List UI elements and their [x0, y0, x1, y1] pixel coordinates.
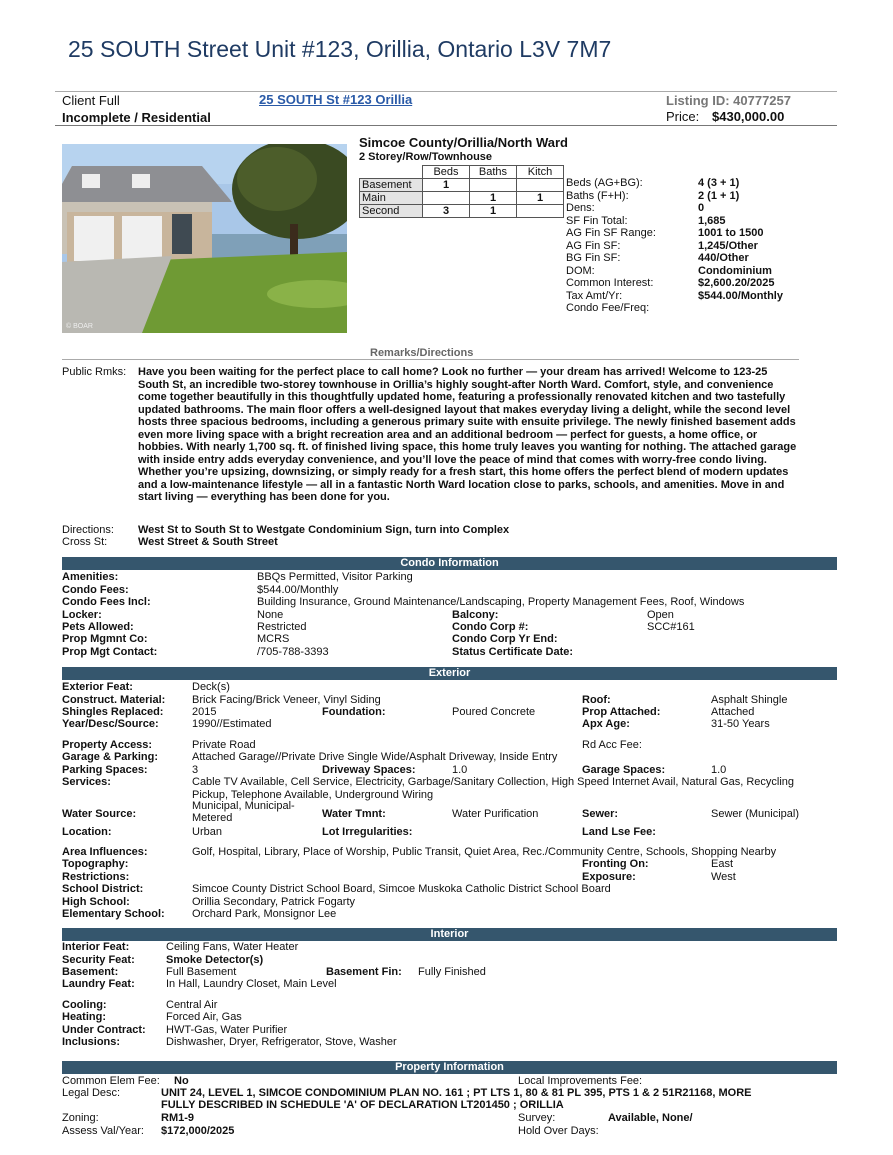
zoning-label: Zoning: — [62, 1112, 99, 1124]
water-source — [192, 800, 295, 824]
table-row — [360, 205, 564, 218]
cooling-label: Cooling: — [62, 999, 107, 1011]
garage: Attached Garage//Private Drive Single Wide/Asphalt Driveway, Inside Entry — [192, 751, 558, 763]
amenities-label: Amenities: — [62, 571, 119, 583]
condo-fees-incl-label: Condo Fees Incl: — [62, 596, 151, 608]
amenities: BBQs Permitted, Visitor Parking — [257, 571, 413, 583]
price-label: Price: — [666, 109, 700, 124]
area-influences: Golf, Hospital, Library, Place of Worship, Public Transit, Quiet Area, Rec./Community Centre, Schools, Shopping Nearby — [192, 846, 777, 858]
elementary-school-label: Elementary School: — [62, 908, 165, 920]
fact-label: AG Fin SF Range: — [566, 227, 656, 239]
cross-street-label: Cross St: — [62, 536, 108, 548]
basement-label: Basement: — [62, 966, 119, 978]
roof-label: Roof: — [582, 694, 611, 706]
basement: Full Basement — [166, 966, 237, 978]
laundry: In Hall, Laundry Closet, Main Level — [166, 978, 337, 990]
facts-values — [698, 177, 783, 302]
condo-corp-yr-end-label: Condo Corp Yr End: — [452, 633, 558, 645]
fact-value: $544.00/Monthly — [698, 289, 783, 302]
land-lse-fee-label: Land Lse Fee: — [582, 826, 656, 838]
garage-label: Garage & Parking: — [62, 751, 158, 763]
prop-mgmt-label: Prop Mgmnt Co: — [62, 633, 148, 645]
rooms-beds: 3 — [423, 205, 470, 218]
fact-label: Baths (F+H): — [566, 189, 629, 202]
condo-corp-label: Condo Corp #: — [452, 621, 529, 633]
fact-label: Condo Fee/Freq: — [566, 302, 650, 314]
high-school-label: High School: — [62, 896, 130, 908]
directions-label: Directions: — [62, 524, 114, 536]
fact-value: $2,600.20/2025 — [698, 277, 775, 289]
rd-acc-fee-label: Rd Acc Fee: — [582, 739, 642, 751]
photo-watermark: © BOAR — [66, 323, 93, 330]
water-source-label: Water Source: — [62, 808, 137, 820]
rooms-baths: 1 — [470, 192, 517, 205]
year: 1990//Estimated — [192, 718, 272, 730]
pets: Restricted — [257, 621, 307, 633]
assess-val-label: Assess Val/Year: — [62, 1125, 144, 1137]
legal-desc — [161, 1087, 752, 1111]
garage-spaces: 1.0 — [711, 764, 727, 776]
rooms-beds — [423, 192, 470, 205]
rooms-kitch — [517, 205, 564, 218]
remarks-rule — [62, 359, 799, 360]
prop-mgmt: MCRS — [257, 633, 290, 645]
garage-spaces-label: Garage Spaces: — [582, 764, 666, 776]
security-label: Security Feat: — [62, 954, 135, 966]
fact-value: 2 (1 + 1) — [698, 189, 740, 202]
foundation-label: Foundation: — [322, 706, 386, 718]
water-source-line: Metered — [192, 812, 233, 824]
legal-desc-line: FULLY DESCRIBED IN SCHEDULE 'A' OF DECLARATION LT201450 ; ORILLIA — [161, 1099, 564, 1111]
condo-fees: $544.00/Monthly — [257, 584, 339, 596]
status-certificate-label: Status Certificate Date: — [452, 646, 574, 658]
basement-fin: Fully Finished — [418, 966, 486, 978]
driveway-label: Driveway Spaces: — [322, 764, 416, 776]
header-bottom-rule — [55, 125, 837, 126]
basement-fin-label: Basement Fin: — [326, 966, 402, 978]
balcony-label: Balcony: — [452, 609, 499, 621]
exterior-feat-label: Exterior Feat: — [62, 681, 133, 693]
listing-address-link[interactable]: 25 SOUTH St #123 Orillia — [259, 92, 413, 107]
property-access-label: Property Access: — [62, 739, 153, 751]
status-line: Incomplete / Residential — [62, 110, 211, 125]
condo-corp: SCC#161 — [647, 621, 695, 633]
exposure: West — [711, 871, 736, 883]
public-remarks: Have you been waiting for the perfect place to call home? Look no further — your dream has arrived! Welcome to 123-25 South St, an incredible two-storey townhouse in Orillia’s highly sought-after North Ward. Comfort, style, and convenience come together beautifully in this thoughtfully updated home, featuring a professionally renovated kitchen and two tastefully updated bathrooms. The main floor offers a well-designed layout that makes everyday living a delight, while the second level hosts three spacious bedrooms, including a generous primary suite with ensuite privilege. The newly finished basement adds even more living space with a bright recreation area and an additional bedroom — perfect for guests, a home office, or hobbies. With nearly 1,700 sq. ft. of finished living space, this home truly leaves you wanting for nothing. The attached garage with inside entry adds everyday convenience, and you’ll love the peace of mind that comes with worry-free condo living. Whether you’re upsizing, downsizing, or simply ready for a fresh start, this home offers the perfect blend of modern updates and a low-maintenance lifestyle — all in a fantastic North Ward location close to parks, schools, and amenities. Move in and start living — everything has been done for you. — [138, 366, 797, 503]
services: Cable TV Available, Cell Service, Electricity, Garbage/Sanitary Collection, High Speed Internet Avail, Natural Gas, Recycling Pickup, Telephone Available, Underground Wiring — [192, 776, 795, 801]
sewer-label: Sewer: — [582, 808, 619, 820]
rooms-beds: 1 — [423, 179, 470, 192]
rooms-header-row — [360, 166, 564, 179]
style: 2 Storey/Row/Townhouse — [359, 151, 493, 163]
under-contract-label: Under Contract: — [62, 1024, 146, 1036]
rooms-row-label: Basement — [360, 179, 423, 192]
rooms-header-kitch: Kitch — [517, 166, 564, 179]
cross-street: West Street & South Street — [138, 536, 278, 548]
area: Simcoe County/Orillia/North Ward — [359, 135, 568, 150]
locker: None — [257, 609, 284, 621]
fact-label: Tax Amt/Yr: — [566, 289, 623, 302]
common-elem-fee: No — [174, 1075, 189, 1087]
location: Urban — [192, 826, 222, 838]
fact-label: DOM: — [566, 264, 595, 277]
under-contract: HWT-Gas, Water Purifier — [166, 1024, 288, 1036]
fact-label: BG Fin SF: — [566, 252, 621, 264]
high-school: Orillia Secondary, Patrick Fogarty — [192, 896, 356, 908]
fact-label: AG Fin SF: — [566, 239, 621, 252]
facts-labels — [566, 177, 656, 315]
water-tmnt-label: Water Tmnt: — [322, 808, 386, 820]
rooms-baths: 1 — [470, 205, 517, 218]
roof: Asphalt Shingle — [711, 694, 788, 706]
rooms-table — [359, 165, 564, 218]
driveway: 1.0 — [452, 764, 468, 776]
legal-desc-line: UNIT 24, LEVEL 1, SIMCOE CONDOMINIUM PLAN NO. 161 ; PT LTS 1, 80 & 81 PL 395, PTS 1 & 2 51R21168, MORE — [161, 1087, 752, 1099]
inclusions: Dishwasher, Dryer, Refrigerator, Stove, Washer — [166, 1036, 397, 1048]
assess-val: $172,000/2025 — [161, 1125, 235, 1137]
listing-id: Listing ID: 40777257 — [666, 93, 791, 108]
legal-desc-label: Legal Desc: — [62, 1087, 121, 1099]
hold-over-days-label: Hold Over Days: — [518, 1125, 599, 1137]
cooling: Central Air — [166, 999, 218, 1011]
fact-label: Beds (AG+BG): — [566, 177, 643, 189]
exterior-feat: Deck(s) — [192, 681, 230, 693]
table-row — [360, 192, 564, 205]
heating: Forced Air, Gas — [166, 1011, 242, 1023]
local-improvements-label: Local Improvements Fee: — [518, 1075, 643, 1087]
prop-mgt-contact-label: Prop Mgt Contact: — [62, 646, 158, 658]
parking-label: Parking Spaces: — [62, 764, 148, 776]
area-influences-label: Area Influences: — [62, 846, 148, 858]
services-label: Services: — [62, 776, 111, 788]
sewer: Sewer (Municipal) — [711, 808, 800, 820]
heating-label: Heating: — [62, 1011, 106, 1023]
parking: 3 — [192, 764, 199, 776]
rooms-row-label: Second — [360, 205, 423, 218]
fact-value: 1,245/Other — [698, 239, 758, 252]
property-access: Private Road — [192, 739, 256, 751]
school-district-label: School District: — [62, 883, 144, 895]
condo-fees-label: Condo Fees: — [62, 584, 129, 596]
elementary-school: Orchard Park, Monsignor Lee — [192, 908, 337, 920]
common-elem-fee-label: Common Elem Fee: — [62, 1075, 160, 1087]
fact-value: 0 — [698, 202, 705, 214]
laundry-label: Laundry Feat: — [62, 978, 135, 990]
construct: Brick Facing/Brick Veneer, Vinyl Siding — [192, 694, 381, 706]
rooms-kitch — [517, 179, 564, 192]
fronting-on: East — [711, 858, 734, 870]
rooms-corner — [360, 166, 423, 179]
zoning: RM1-9 — [161, 1112, 195, 1124]
price-value: $430,000.00 — [712, 109, 785, 124]
report-type: Client Full — [62, 93, 120, 108]
rooms-baths — [470, 179, 517, 192]
water-source-line: Municipal, Municipal- — [192, 800, 295, 812]
water-tmnt: Water Purification — [452, 808, 539, 820]
property-photo-image — [62, 144, 347, 333]
rooms-row-label: Main — [360, 192, 423, 205]
section-bar-exterior: Exterior — [62, 667, 837, 680]
lot-irregularities-label: Lot Irregularities: — [322, 826, 413, 838]
topography-label: Topography: — [62, 858, 129, 870]
construct-label: Construct. Material: — [62, 694, 166, 706]
header-top-rule — [55, 91, 837, 92]
school-district: Simcoe County District School Board, Simcoe Muskoka Catholic District School Board — [192, 883, 611, 895]
balcony: Open — [647, 609, 674, 621]
location-label: Location: — [62, 826, 112, 838]
remarks-heading: Remarks/Directions — [370, 347, 474, 359]
section-bar-condo: Condo Information — [62, 557, 837, 570]
apx-age: 31-50 Years — [711, 718, 770, 730]
shingles: 2015 — [192, 706, 217, 718]
section-bar-interior: Interior — [62, 928, 837, 941]
fact-value: 1,685 — [698, 214, 726, 227]
fact-label: Common Interest: — [566, 277, 654, 289]
locker-label: Locker: — [62, 609, 102, 621]
fact-value: 4 (3 + 1) — [698, 177, 740, 189]
survey-label: Survey: — [518, 1112, 556, 1124]
rooms-header-baths: Baths — [470, 166, 517, 179]
fact-value: 440/Other — [698, 252, 749, 264]
directions: West St to South St to Westgate Condominium Sign, turn into Complex — [138, 524, 510, 536]
fact-label: SF Fin Total: — [566, 214, 628, 227]
rooms-kitch: 1 — [517, 192, 564, 205]
foundation: Poured Concrete — [452, 706, 536, 718]
interior-feat: Ceiling Fans, Water Heater — [166, 941, 299, 953]
fronting-on-label: Fronting On: — [582, 858, 649, 870]
condo-fees-incl: Building Insurance, Ground Maintenance/Landscaping, Property Management Fees, Roof, Windows — [257, 596, 745, 608]
prop-mgt-contact: /705-788-3393 — [257, 646, 329, 658]
apx-age-label: Apx Age: — [582, 718, 630, 730]
prop-attached-label: Prop Attached: — [582, 706, 661, 718]
page-title: 25 SOUTH Street Unit #123, Orillia, Ontario L3V 7M7 — [68, 36, 612, 62]
exposure-label: Exposure: — [582, 871, 636, 883]
interior-feat-label: Interior Feat: — [62, 941, 130, 953]
security: Smoke Detector(s) — [166, 954, 264, 966]
survey: Available, None/ — [608, 1112, 693, 1124]
property-photo[interactable] — [62, 144, 347, 333]
shingles-label: Shingles Replaced: — [62, 706, 164, 718]
restrictions-label: Restrictions: — [62, 871, 130, 883]
year-label: Year/Desc/Source: — [62, 718, 159, 730]
inclusions-label: Inclusions: — [62, 1036, 121, 1048]
fact-label: Dens: — [566, 202, 595, 214]
section-bar-property: Property Information — [62, 1061, 837, 1074]
public-remarks-label: Public Rmks: — [62, 366, 127, 378]
prop-attached: Attached — [711, 706, 755, 718]
table-row — [360, 179, 564, 192]
rooms-header-beds: Beds — [423, 166, 470, 179]
fact-value: 1001 to 1500 — [698, 227, 764, 239]
fact-value: Condominium — [698, 264, 772, 277]
pets-label: Pets Allowed: — [62, 621, 134, 633]
